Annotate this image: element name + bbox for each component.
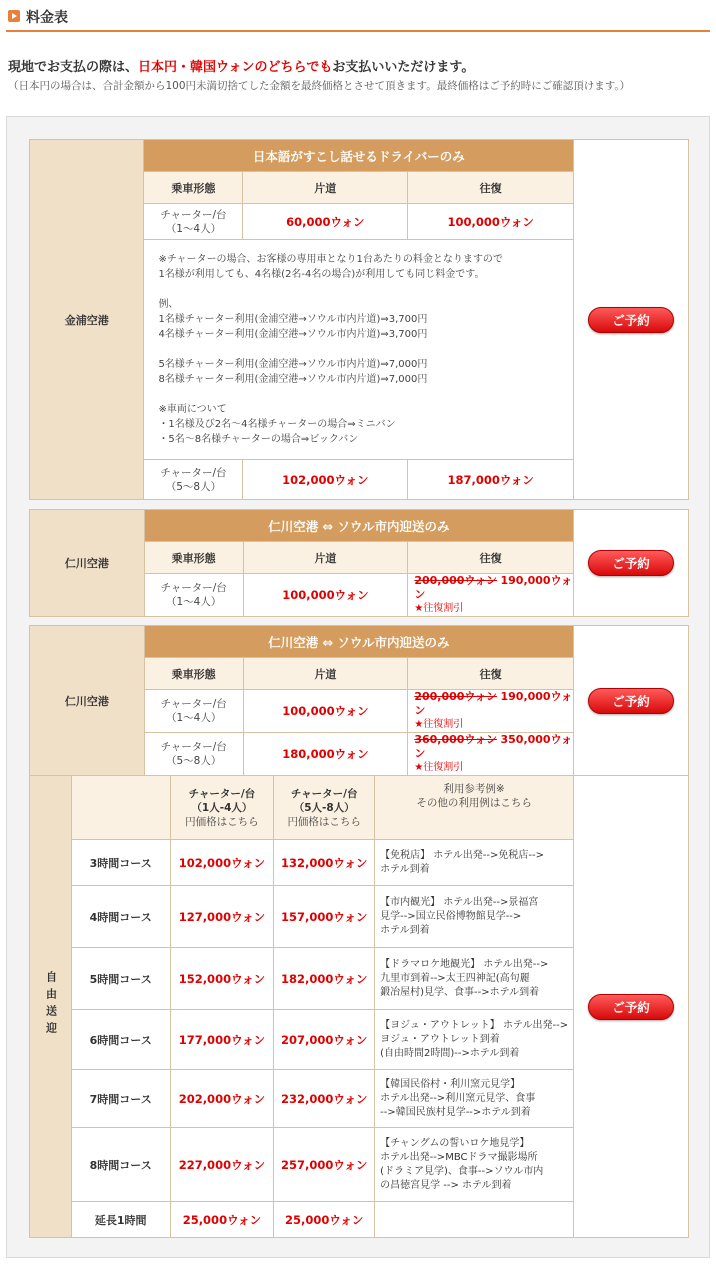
price-oneway: 100,000ウォン [243,574,408,617]
col-type-header: 乗車形態 [144,542,243,574]
price-oneway: 180,000ウォン [243,733,408,776]
page-title: 料金表 [26,10,68,26]
new-price: 190,000ウォン [414,690,573,717]
col-example-header [375,776,574,840]
row-label-line2: （1〜4人） [165,222,222,235]
incheon-price-table-2 [29,625,689,776]
example-line: ホテル到着 [380,863,430,875]
row-label-line2: （1〜4人） [165,596,222,608]
row-label [144,733,243,776]
usage-example [375,1128,574,1202]
row-label-line1: チャーター/台 [160,582,227,594]
price-small: 152,000ウォン [170,948,274,1010]
reserve-button[interactable]: ご予約 [588,994,674,1020]
price-small: 227,000ウォン [170,1128,274,1202]
free-reserve-cell [574,776,689,1238]
example-line: -->韓国民族村見学-->ホテル到着 [380,1106,531,1118]
price-small: 202,000ウォン [170,1070,274,1128]
discount-prices [414,690,573,718]
price-large: 25,000ウォン [274,1202,375,1238]
discount-tag: ★往復割引 [414,603,464,614]
row-label-line1: チャーター/台 [160,698,227,710]
example-line: (ドラミア見学)、食事-->ソウル市内 [380,1165,544,1177]
course-name: 7時間コース [71,1070,170,1128]
payment-note [8,56,708,75]
reserve-button[interactable]: ご予約 [588,550,674,576]
header-sub: （1人-4人） [191,801,253,814]
arrow-right-icon [8,10,20,22]
course-name: 8時間コース [71,1128,170,1202]
example-line: ホテル出発-->利川窯元見学、食事 [380,1092,536,1104]
note-line: 1名様チャーター利用(金浦空港→ソウル市内片道)⇒3,700円 [158,314,428,325]
col-roundtrip-header: 往復 [408,658,574,690]
price-large: 232,000ウォン [274,1070,375,1128]
reserve-button[interactable]: ご予約 [588,307,674,333]
row-label-line2: （1〜4人） [165,712,222,724]
col-roundtrip-header: 往復 [408,172,574,204]
note-spacer [158,342,559,357]
col-type-header: 乗車形態 [144,172,243,204]
reserve-button[interactable]: ご予約 [588,688,674,714]
row-label-line1: チャーター/台 [160,741,227,753]
example-line: 【韓国民俗村・利川窯元見学】 [380,1078,521,1090]
course-name: 5時間コース [71,948,170,1010]
usage-example [375,948,574,1010]
note-line: ※チャーターの場合、お客様の専用車となり1台あたりの料金となりますので [158,254,503,265]
price-large: 157,000ウォン [274,886,375,948]
example-line: (自由時間2時間)-->ホテル到着 [380,1047,520,1059]
charter-notes [144,240,574,460]
row-label [144,574,243,617]
price-large: 207,000ウォン [274,1010,375,1070]
price-roundtrip: 187,000ウォン [408,460,574,500]
free-transfer-label: 自由送迎 [44,971,58,1039]
discount-prices [414,733,573,761]
example-line: 【免税店】 ホテル出発-->免税店--> [380,849,544,861]
note-line: 1名様が利用しても、4名様(2名-4名の場合)が利用しても同じ料金です。 [158,269,485,280]
old-price: 360,000ウォン [414,733,497,746]
row-label-line1: チャーター/台 [160,466,227,479]
price-large: 257,000ウォン [274,1128,375,1202]
yen-rounding-note: （日本円の場合は、合計金額から100円未満切捨てした金額を最終価格とさせて頂きます。最終価格はご予約時にご確認頂けます。） [8,80,631,92]
header-title: チャーター/台 [290,787,358,800]
price-small: 102,000ウォン [170,840,274,886]
example-line: 鍛冶屋村)見学、食事-->ホテル到着 [380,986,540,998]
incheon-reserve-cell [574,626,689,776]
row-label [144,204,243,240]
free-transfer-table [29,775,689,1238]
old-price: 200,000ウォン [414,574,497,587]
discount-prices [414,574,573,602]
price-oneway: 60,000ウォン [243,204,408,240]
gimpo-band-title: 日本語がすこし話せるドライバーのみ [144,140,574,172]
example-line: 【チャングムの誓いロケ地見学】 [380,1137,530,1149]
usage-example [375,1010,574,1070]
old-price: 200,000ウォン [414,690,497,703]
example-line: ホテル到着 [380,924,430,936]
gimpo-price-table [29,139,689,500]
note-line: 例、 [158,299,179,310]
example-line: ヨジュ・アウトレット到着 [380,1033,500,1045]
location-incheon: 仁川空港 [30,510,145,617]
row-label-line2: （5〜8人） [165,480,222,493]
discount-tag: ★往復割引 [414,719,464,730]
incheon-reserve-cell [574,510,689,617]
col-type-header: 乗車形態 [144,658,243,690]
note-line: 4名様チャーター利用(金浦空港→ソウル市内片道)⇒3,700円 [158,329,428,340]
usage-example [375,840,574,886]
note-spacer [158,387,559,402]
row-label-line2: （5〜8人） [165,755,222,767]
course-header-empty [71,776,170,840]
intro-red: 日本円・韓国ウォンのどちらでも [138,60,333,75]
example-line: 見学-->国立民俗博物館見学--> [380,910,522,922]
price-oneway: 102,000ウォン [243,460,408,500]
note-line: ※車両について [158,404,227,415]
example-line: の昌徳宮見学 --> ホテル到着 [380,1179,512,1191]
header-sub: （5人-8人） [293,801,355,814]
note-line: ・1名様及び2名〜4名様チャーターの場合⇒ミニバン [158,419,396,430]
incheon-band-title: 仁川空港 ⇔ ソウル市内迎送のみ [144,626,573,658]
price-table-container [6,116,710,1258]
note-line: ・5名〜8名様チャーターの場合⇒ビックバン [158,434,359,445]
yen-price-link[interactable]: 円価格はこちら [185,815,259,828]
example-line: ホテル出発-->MBCドラマ撮影場所 [380,1151,538,1163]
usage-example [375,1070,574,1128]
col-charter-1-4-header [170,776,274,840]
discount-tag: ★往復割引 [414,762,464,773]
incheon-price-table-1 [29,509,689,617]
example-line: 【ドラマロケ地観光】 ホテル出発--> [380,958,549,970]
example-line: 九里市到着-->太王四神記(高句麗 [380,972,530,984]
example-line: 【ヨジュ・アウトレット】 ホテル出発--> [380,1019,569,1031]
usage-example-empty [375,1202,574,1238]
price-small: 177,000ウォン [170,1010,274,1070]
col-oneway-header: 片道 [243,542,408,574]
col-oneway-header: 片道 [243,172,408,204]
yen-price-link[interactable]: 円価格はこちら [287,815,361,828]
price-small: 127,000ウォン [170,886,274,948]
note-line: 5名様チャーター利用(金浦空港→ソウル市内片道)⇒7,000円 [158,359,428,370]
course-name: 6時間コース [71,1010,170,1070]
price-roundtrip-discount [408,690,574,733]
price-roundtrip-discount [408,733,574,776]
price-large: 182,000ウォン [274,948,375,1010]
gimpo-reserve-cell [574,140,689,500]
row-label [144,460,243,500]
note-spacer [158,282,559,297]
example-line: 【市内観光】 ホテル出発-->景福宮 [380,896,539,908]
course-name: 延長1時間 [71,1202,170,1238]
price-oneway: 100,000ウォン [243,690,408,733]
row-label [144,690,243,733]
header-title: 利用参考例※ [443,783,505,795]
location-gimpo: 金浦空港 [30,140,144,500]
usage-example [375,886,574,948]
price-roundtrip: 100,000ウォン [408,204,574,240]
col-charter-5-8-header [274,776,375,840]
course-name: 4時間コース [71,886,170,948]
intro-pre: 現地でお支払の際は、 [8,60,139,75]
note-line: 8名様チャーター利用(金浦空港→ソウル市内片道)⇒7,000円 [158,374,428,385]
header-title: チャーター/台 [188,787,256,800]
other-examples-link[interactable]: その他の利用例はこちら [416,797,532,809]
section-header [6,4,710,32]
incheon-band-title: 仁川空港 ⇔ ソウル市内迎送のみ [144,510,573,542]
location-free-transfer [30,776,72,1238]
course-name: 3時間コース [71,840,170,886]
intro-text [8,56,708,93]
new-price: 190,000ウォン [414,574,573,601]
new-price: 350,000ウォン [414,733,573,760]
col-roundtrip-header: 往復 [408,542,574,574]
price-small: 25,000ウォン [170,1202,274,1238]
price-large: 132,000ウォン [274,840,375,886]
location-incheon: 仁川空港 [30,626,145,776]
price-roundtrip-discount [408,574,574,617]
col-oneway-header: 片道 [243,658,408,690]
row-label-line1: チャーター/台 [160,208,227,221]
intro-post: お支払いいただけます。 [332,60,475,75]
